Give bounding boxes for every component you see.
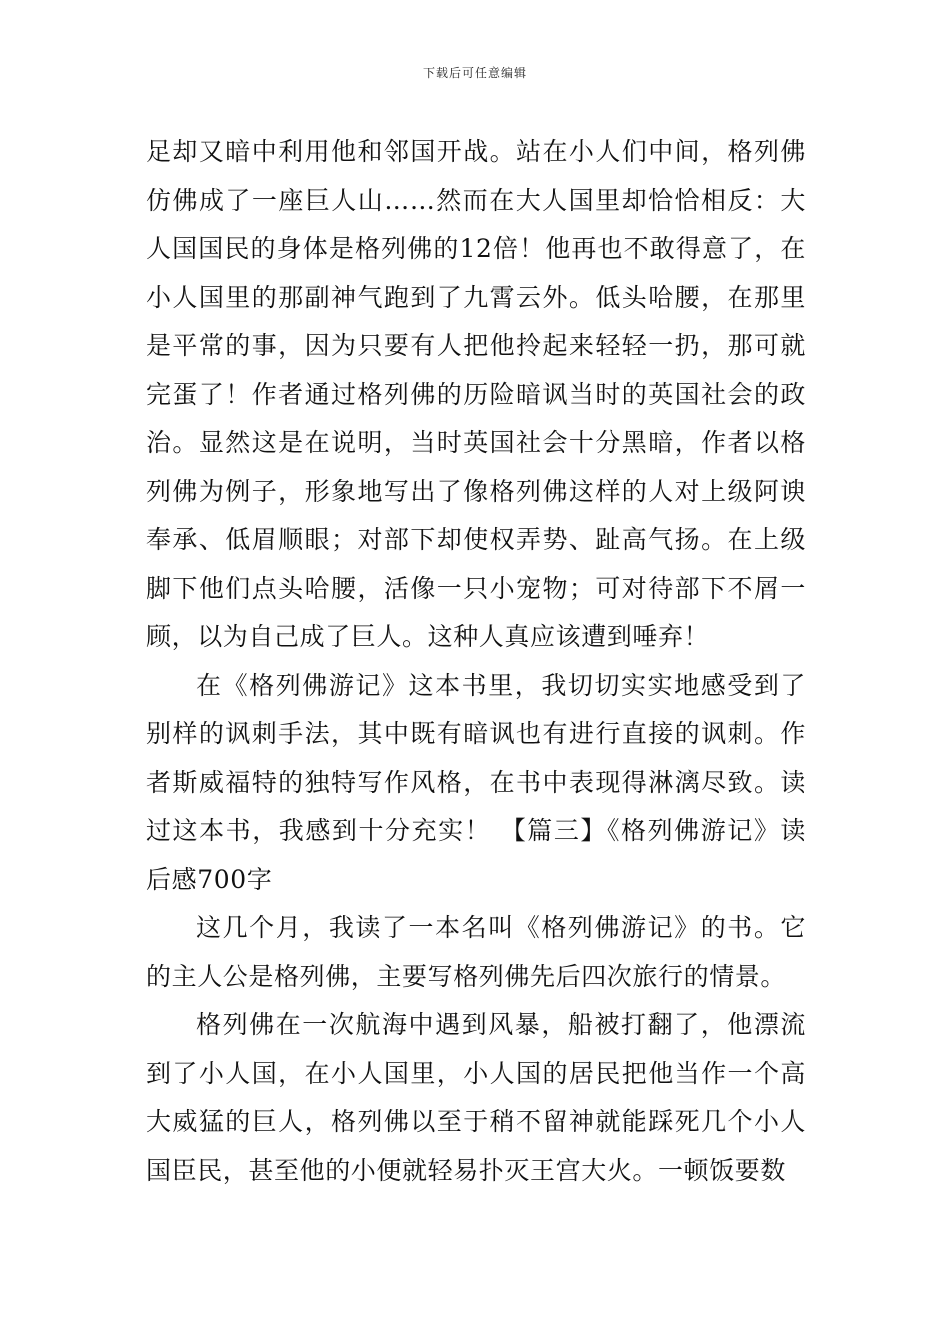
paragraph-1: 足却又暗中利用他和邻国开战。站在小人们中间，格列佛仿佛成了一座巨人山……然而在大人国里却恰恰相反：大人国国民的身体是格列佛的12倍！他再也不敢得意了，在小人国里的那副神气跑到了九霄云外。低头哈腰，在那里是平常的事，因为只要有人把他拎起来轻轻一扔，那可就完蛋了！作者通过格列佛的历险暗讽当时的英国社会的政治。显然这是在说明，当时英国社会十分黑暗，作者以格列佛为例子，形象地写出了像格列佛这样的人对上级阿谀奉承、低眉顺眼；对部下却使权弄势、趾高气扬。在上级脚下他们点头哈腰，活像一只小宠物；可对待部下不屑一顾，以为自己成了巨人。这种人真应该遭到唾弃！	[146, 137, 806, 651]
page-header-note: 下载后可任意编辑	[422, 66, 527, 80]
paragraph-2: 在《格列佛游记》这本书里，我切切实实地感受到了别样的讽刺手法，其中既有暗讽也有进行直接的讽刺。作者斯威福特的独特写作风格，在书中表现得淋漓尽致。读过这本书，我感到十分充实！ 【篇三】《格列佛游记》读后感700字	[146, 670, 806, 894]
paragraph-4: 格列佛在一次航海中遇到风暴，船被打翻了，他漂流到了小人国，在小人国里，小人国的居民把他当作一个高大威猛的巨人，格列佛以至于稍不留神就能踩死几个小人国臣民，甚至他的小便就轻易扑灭王宫大火。一顿饭要数	[146, 1010, 806, 1185]
paragraph-3: 这几个月，我读了一本名叫《格列佛游记》的书。它的主人公是格列佛，主要写格列佛先后四次旅行的情景。	[146, 913, 806, 991]
document-body	[146, 128, 806, 1195]
